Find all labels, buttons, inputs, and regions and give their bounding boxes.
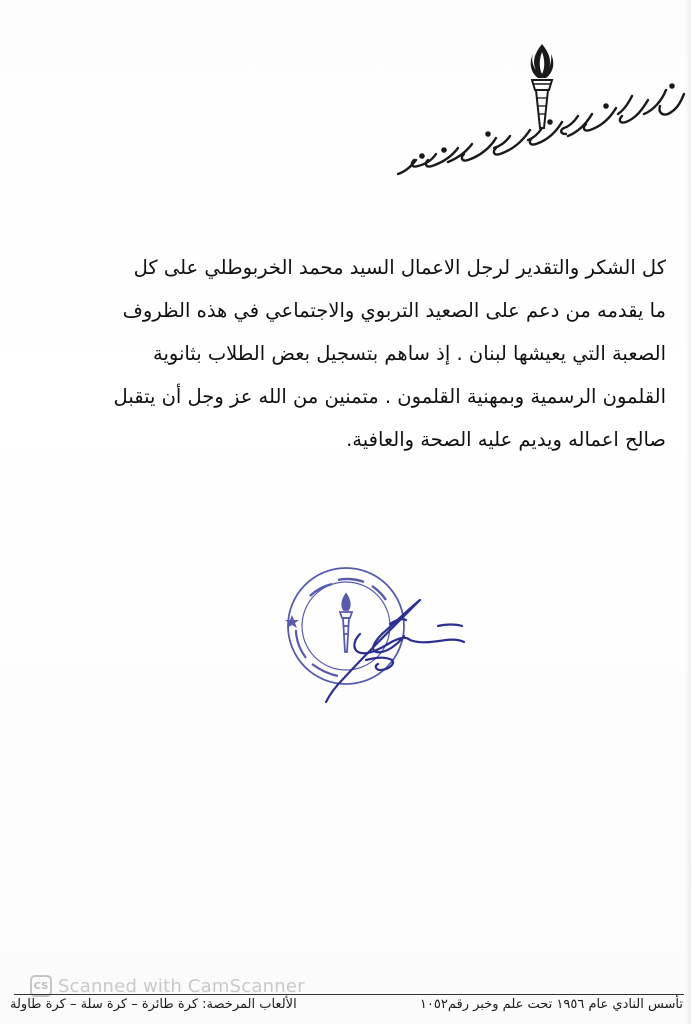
letter-line: صالح اعماله ويديم عليه الصحة والعافية. bbox=[346, 428, 666, 451]
club-name-calligraphy bbox=[392, 70, 691, 180]
camscanner-watermark bbox=[30, 972, 305, 1000]
letter-line: الصعبة التي يعيشها لبنان . إذ ساهم بتسجيل بعض الطلاب بثانوية bbox=[152, 342, 666, 365]
stamp-and-signature bbox=[270, 560, 470, 710]
letter-line: كل الشكر والتقدير لرجل الاعمال السيد محمد الخربوطلي على كل bbox=[133, 256, 666, 279]
letter-line: القلمون الرسمية وبمهنية القلمون . متمنين من الله عز وجل أن يتقبل bbox=[113, 385, 666, 408]
footer-founding-info: تأسس النادي عام ١٩٥٦ تحت علم وخبر رقم١٠٥٢ bbox=[419, 997, 683, 1012]
watermark-text: Scanned with CamScanner bbox=[58, 975, 305, 997]
club-seal-stamp bbox=[285, 568, 404, 684]
footer-divider bbox=[14, 994, 684, 995]
footer-licensed-games: الألعاب المرخصة: كرة طائرة – كرة سلة – كرة طاولة bbox=[10, 997, 297, 1012]
letter-line: ما يقدمه من دعم على الصعيد التربوي والاجتماعي في هذه الظروف bbox=[122, 299, 666, 322]
letter-body bbox=[60, 246, 666, 461]
camscanner-logo-icon: CS bbox=[30, 975, 52, 997]
